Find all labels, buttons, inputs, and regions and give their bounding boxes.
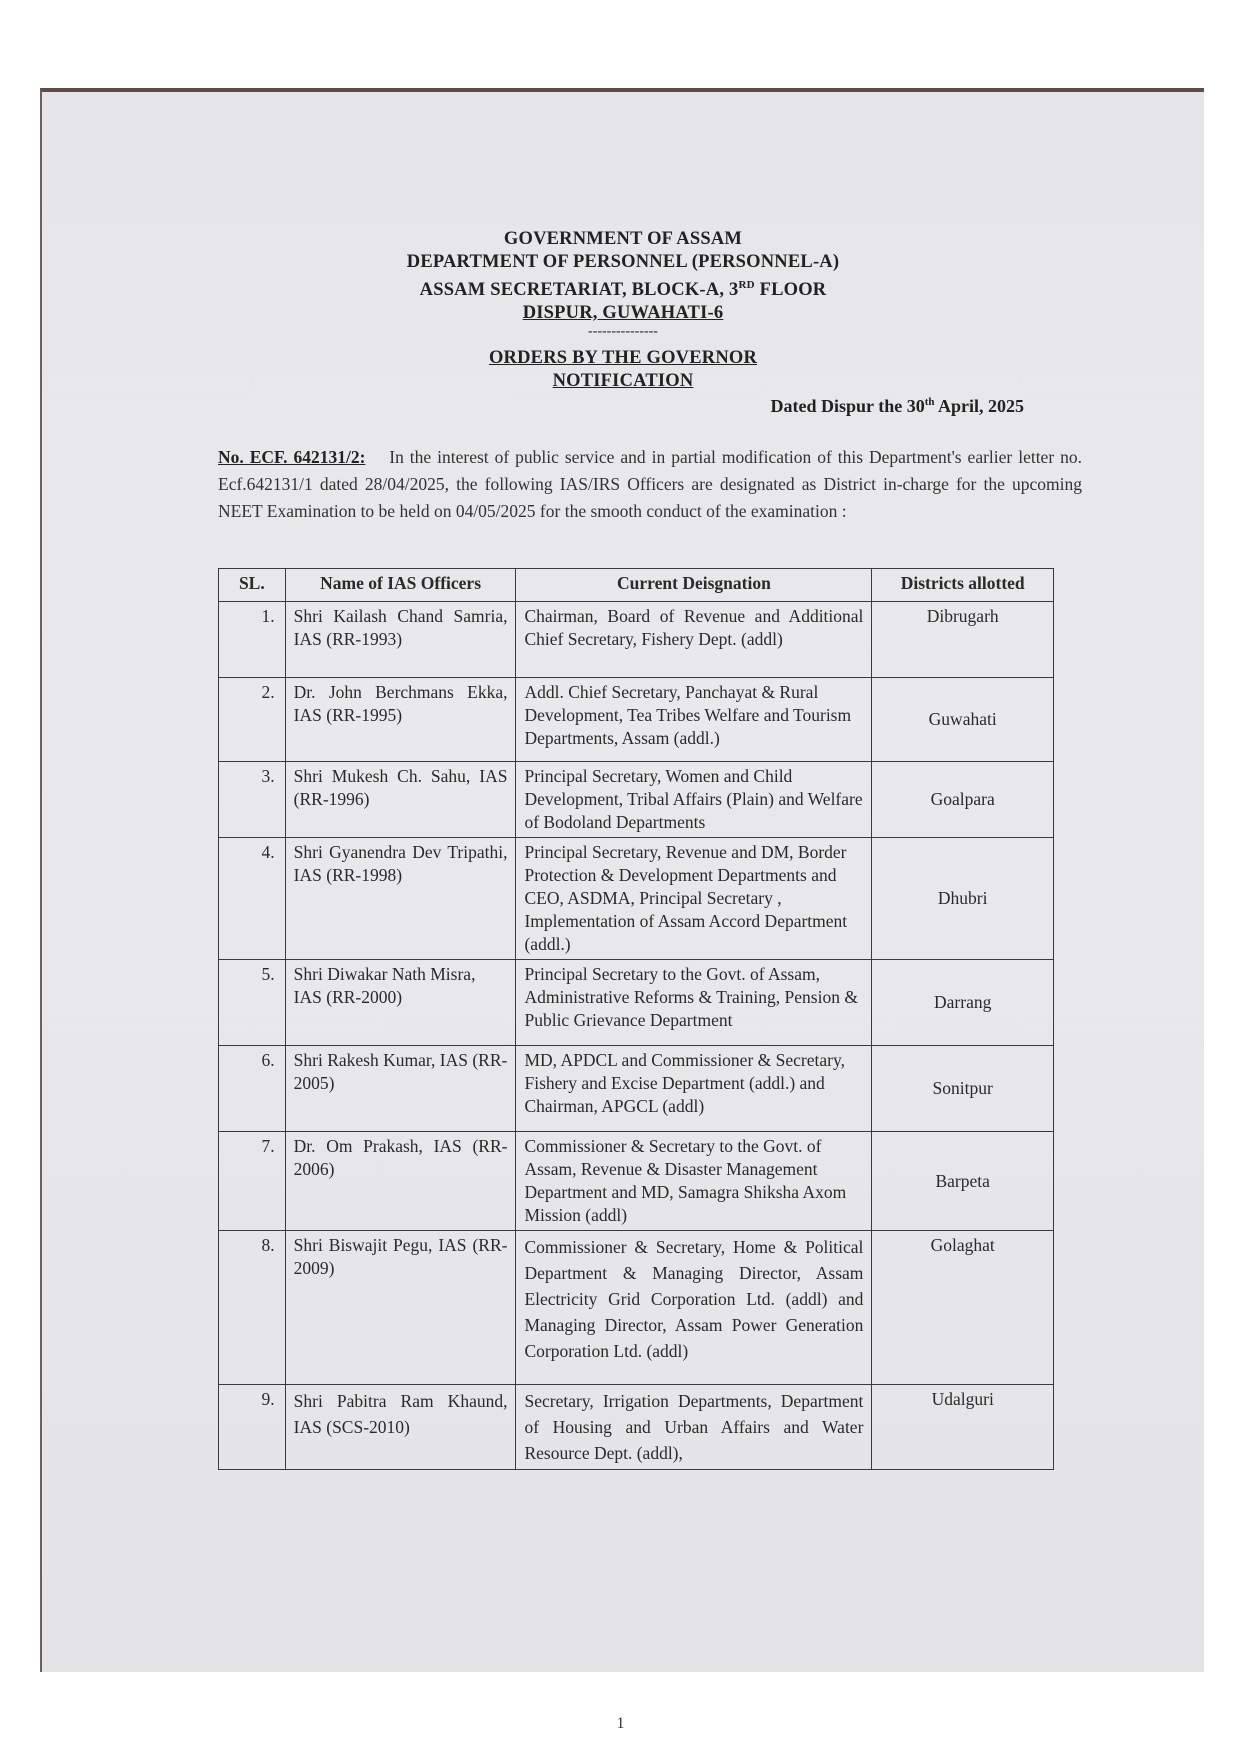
- header-address-sup: RD: [738, 279, 755, 291]
- header-address-text: ASSAM SECRETARIAT, BLOCK-A, 3: [419, 280, 739, 301]
- header-city: DISPUR, GUWAHATI-6: [522, 303, 724, 324]
- orders-heading: ORDERS BY THE GOVERNOR: [488, 348, 758, 369]
- row-name: Shri Diwakar Nath Misra, IAS (RR-2000): [285, 960, 516, 1046]
- header-government: GOVERNMENT OF ASSAM: [503, 229, 743, 249]
- intro-text: In the interest of public service and in partial modification of this Department's earlier letter no. Ecf.642131/1 dated 28/04/2025, the following IAS/IRS Officers are designated as District in-charge for the upcoming NEET Examination to be held on 04/05/2025 for the smooth conduct of the examination :: [218, 447, 1082, 521]
- row-district: Udalguri: [872, 1385, 1054, 1470]
- col-name: Name of IAS Officers: [285, 569, 516, 602]
- row-name: Dr. Om Prakash, IAS (RR-2006): [285, 1132, 516, 1231]
- row-sl: 1.: [219, 602, 286, 678]
- table-header-row: [219, 569, 1054, 602]
- header-address: [42, 274, 1204, 302]
- row-name: Shri Rakesh Kumar, IAS (RR-2005): [285, 1046, 516, 1132]
- row-sl: 8.: [219, 1231, 286, 1385]
- row-designation: Chairman, Board of Revenue and Additional Chief Secretary, Fishery Dept. (addl): [516, 602, 872, 678]
- notification-number: No. ECF. 642131/2:: [218, 447, 366, 467]
- table-row: [219, 1046, 1054, 1132]
- col-designation: Current Deisgnation: [516, 569, 872, 602]
- table-row: [219, 762, 1054, 838]
- row-designation: Principal Secretary, Women and Child Development, Tribal Affairs (Plain) and Welfare of Bodoland Departments: [516, 762, 872, 838]
- row-sl: 7.: [219, 1132, 286, 1231]
- table-row: [219, 1385, 1054, 1470]
- table-row: [219, 678, 1054, 762]
- dated-sup: th: [924, 396, 935, 408]
- dated-month-year: April, 2025: [934, 396, 1024, 416]
- table-row: [219, 838, 1054, 960]
- col-sl: SL.: [219, 569, 286, 602]
- row-name: Shri Pabitra Ram Khaund, IAS (SCS-2010): [285, 1385, 516, 1470]
- page-number: 1: [616, 1715, 625, 1732]
- letterhead: [42, 228, 1204, 393]
- intro-paragraph: [218, 444, 1082, 525]
- dated-text: Dated Dispur the 30: [770, 396, 925, 416]
- table-row: [219, 1132, 1054, 1231]
- table-row: [219, 1231, 1054, 1385]
- row-sl: 2.: [219, 678, 286, 762]
- col-district: Districts allotted: [872, 569, 1054, 602]
- table-row: [219, 960, 1054, 1046]
- header-separator: ---------------: [588, 324, 658, 340]
- row-district: Darrang: [872, 960, 1054, 1046]
- row-designation: Principal Secretary, Revenue and DM, Border Protection & Development Departments and CEO, ASDMA, Principal Secretary , Implementation of Assam Accord Department (addl.): [516, 838, 872, 960]
- row-designation: Commissioner & Secretary to the Govt. of Assam, Revenue & Disaster Management Department and MD, Samagra Shiksha Axom Mission (addl): [516, 1132, 872, 1231]
- row-name: Shri Kailash Chand Samria, IAS (RR-1993): [285, 602, 516, 678]
- row-designation: MD, APDCL and Commissioner & Secretary, Fishery and Excise Department (addl.) and Chairman, APGCL (addl): [516, 1046, 872, 1132]
- row-name: Shri Gyanendra Dev Tripathi, IAS (RR-1998): [285, 838, 516, 960]
- row-designation: Addl. Chief Secretary, Panchayat & Rural Development, Tea Tribes Welfare and Tourism Departments, Assam (addl.): [516, 678, 872, 762]
- row-district: Dhubri: [872, 838, 1054, 960]
- row-sl: 6.: [219, 1046, 286, 1132]
- paper-sheet: [42, 92, 1204, 1672]
- document-photo: [40, 88, 1204, 1672]
- row-name: Shri Biswajit Pegu, IAS (RR-2009): [285, 1231, 516, 1385]
- row-sl: 4.: [219, 838, 286, 960]
- row-designation: Secretary, Irrigation Departments, Department of Housing and Urban Affairs and Water Resource Dept. (addl),: [516, 1385, 872, 1470]
- row-name: Shri Mukesh Ch. Sahu, IAS (RR-1996): [285, 762, 516, 838]
- row-sl: 5.: [219, 960, 286, 1046]
- row-sl: 9.: [219, 1385, 286, 1470]
- row-designation: Principal Secretary to the Govt. of Assam, Administrative Reforms & Training, Pension & Public Grievance Department: [516, 960, 872, 1046]
- officers-table: [218, 568, 1054, 1470]
- row-sl: 3.: [219, 762, 286, 838]
- row-district: Golaghat: [872, 1231, 1054, 1385]
- row-district: Sonitpur: [872, 1046, 1054, 1132]
- row-district: Goalpara: [872, 762, 1054, 838]
- row-district: Barpeta: [872, 1132, 1054, 1231]
- notification-heading: NOTIFICATION: [552, 371, 694, 392]
- header-department: DEPARTMENT OF PERSONNEL (PERSONNEL-A): [406, 252, 840, 272]
- row-name: Dr. John Berchmans Ekka, IAS (RR-1995): [285, 678, 516, 762]
- row-district: Guwahati: [872, 678, 1054, 762]
- dated-line: [771, 396, 1024, 417]
- row-designation: Commissioner & Secretary, Home & Political Department & Managing Director, Assam Electricity Grid Corporation Ltd. (addl) and Managing Director, Assam Power Generation Corporation Ltd. (addl): [516, 1231, 872, 1385]
- row-district: Dibrugarh: [872, 602, 1054, 678]
- header-address-floor: FLOOR: [754, 280, 827, 301]
- table-row: [219, 602, 1054, 678]
